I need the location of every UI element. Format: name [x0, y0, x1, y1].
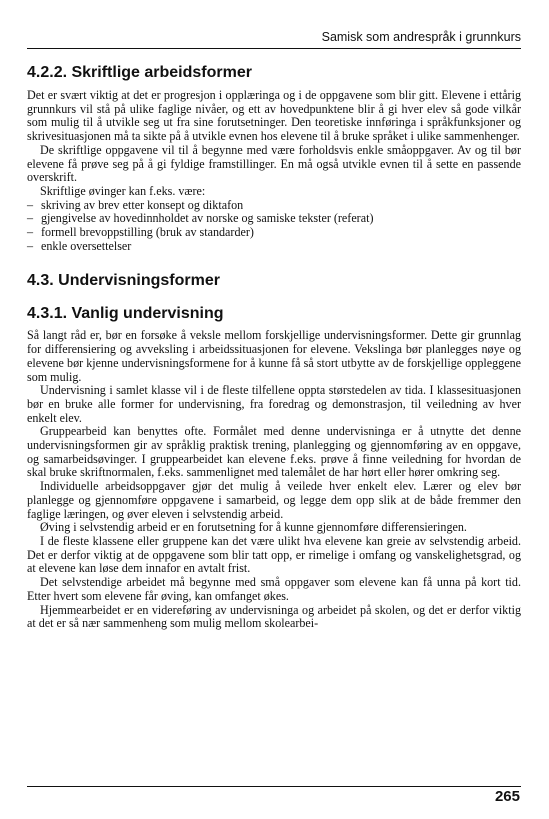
paragraph: De skriftlige oppgavene vil til å begynne med være forholdsvis enkle småoppgaver. Av og til bør elevene få prøve seg på å gi fyldige framstillinger. En må også utvikle evnen til å sette en passende overskrift.	[27, 142, 521, 185]
paragraph: I de fleste klassene eller gruppene kan det være ulikt hva elevene kan greie av selvstendig arbeid. Det er derfor viktig at de oppgavene som blir tatt opp, er rimelige i omfang og vanskelighetsgrad, og at elevene kan løse dem innafor en avtalt frist.	[27, 533, 521, 576]
paragraph: Individuelle arbeidsoppgaver gjør det mulig å veilede hver enkelt elev. Lærer og elev bør planlegge og gjennomføre oppgavene i samarbeid, og legge dem opp slik at de både fremmer den faglige læringen, og øver eleven i selvstendig arbeid.	[27, 479, 521, 521]
paragraph: Det selvstendige arbeidet må begynne med små oppgaver som elevene kan få unna på kort tid. Etter hvert som elevene får øving, kan omfanget økes.	[27, 575, 521, 603]
page-body	[27, 64, 521, 631]
paragraph: Så langt råd er, bør en forsøke å veksle mellom forskjellige undervisningsformer. Dette gir grunnlag for differensiering og avveksling i arbeidssituasjonen for elevene. Vekslinga bør planlegges nøye og elevene bør kjenne undervisningsformene for å kunne få så stort utbytte av de forskjellige oppleggene som mulig.	[27, 328, 521, 384]
list-item: – skriving av brev etter konsept og diktafon	[27, 199, 521, 213]
paragraph: Øving i selvstendig arbeid er en forutsetning for å kunne gjennomføre differensieringen.	[40, 520, 467, 535]
list-intro: Skriftlige øvinger kan f.eks. være:	[40, 183, 206, 198]
list-item: – gjengivelse av hovedinnholdet av norske og samiske tekster (referat)	[27, 212, 521, 226]
footer-rule	[27, 786, 521, 787]
paragraph: Gruppearbeid kan benyttes ofte. Formålet med denne undervisninga er å utnytte det denne undervisningsformen gir av språklig praktisk trening, planlegging og gjennomføring av en oppgave, og samarbeidsøvinger. I gruppearbeidet kan elevene f.eks. prøve å finne veiledning for hvordan de skal bruke skriftnormalen, f.eks. sammenlignet med talemålet de har hørt eller hører omkring seg.	[27, 424, 521, 480]
page-number: 265	[494, 788, 520, 805]
section-heading-4-2-2: 4.2.2. Skriftlige arbeidsformer	[27, 64, 252, 81]
section-heading-4-3-1: 4.3.1. Vanlig undervisning	[27, 305, 224, 323]
list-item: – enkle oversettelser	[27, 240, 521, 254]
paragraph: Det er svært viktig at det er progresjon i opplæringa og i de oppgavene som blir gitt. Elevene i ettårig grunnkurs vil stå på ulike faglige nivåer, og ett av hovedpunktene blir å gi hver elev så gode vilkår som mulig til å utvikle seg ut fra sine forutsetninger. Den teoretiske innføringa i språkfunksjoner og skrivesituasjonen må ta sikte på å utvikle evnen hos elevene til å bruke språket i ulike sammenhenger.	[27, 88, 521, 144]
list-item: – formell brevoppstilling (bruk av standarder)	[27, 226, 521, 240]
exercise-list	[27, 199, 521, 254]
paragraph: Undervisning i samlet klasse vil i de fleste tilfellene oppta størstedelen av tida. I klassesituasjonen bør en bruke alle former for undervisning, fra foredrag og demonstrasjon, til veiledning av hver enkelt elev.	[27, 383, 521, 425]
paragraph: Hjemmearbeidet er en videreføring av undervisninga og arbeidet på skolen, og det er derfor viktig at det er så nær sammenheng som mulig mellom skolearbei-	[27, 602, 521, 631]
running-header: Samisk som andrespråk i grunnkurs	[27, 30, 521, 49]
section-heading-4-3: 4.3. Undervisningsformer	[27, 272, 220, 290]
